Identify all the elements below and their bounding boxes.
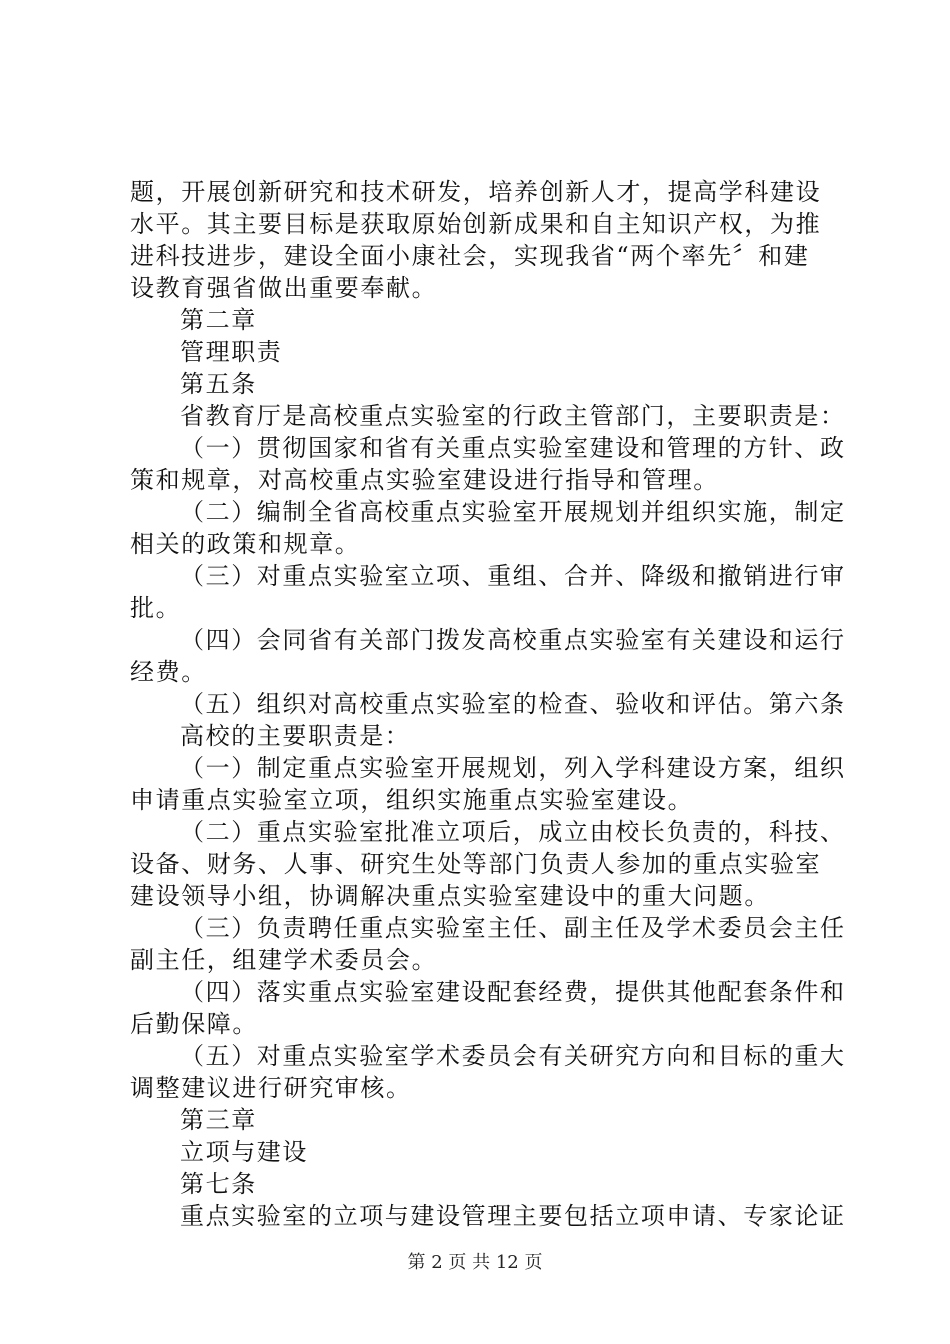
text-line: 题，开展创新研究和技术研发，培养创新人才，提高学科建设 <box>130 178 822 206</box>
text-line: 水平。其主要目标是获取原始创新成果和自主知识产权，为推 <box>130 210 822 238</box>
text-line: 策和规章，对高校重点实验室建设进行指导和管理。 <box>130 466 719 494</box>
text-line: （二）重点实验室批准立项后，成立由校长负责的，科技、 <box>180 818 846 846</box>
chapter-title: 管理职责 <box>180 338 283 366</box>
text-line: （五）对重点实验室学术委员会有关研究方向和目标的重大 <box>180 1042 846 1070</box>
text-line: （三）对重点实验室立项、重组、合并、降级和撤销进行审 <box>180 562 846 590</box>
text-line: 副主任，组建学术委员会。 <box>130 946 438 974</box>
text-line: 省教育厅是高校重点实验室的行政主管部门，主要职责是： <box>180 402 846 430</box>
text-line: （二）编制全省高校重点实验室开展规划并组织实施，制定 <box>180 498 846 526</box>
chapter-heading: 第三章 <box>180 1106 257 1134</box>
chapter-heading: 第二章 <box>180 306 257 334</box>
text-line: 建设领导小组，协调解决重点实验室建设中的重大问题。 <box>130 882 770 910</box>
text-line: （一）贯彻国家和省有关重点实验室建设和管理的方针、政 <box>180 434 846 462</box>
text-line: 高校的主要职责是： <box>180 722 411 750</box>
text-line: 经费。 <box>130 658 207 686</box>
text-line: （四）落实重点实验室建设配套经费，提供其他配套条件和 <box>180 978 846 1006</box>
text-line: （三）负责聘任重点实验室主任、副主任及学术委员会主任 <box>180 914 846 942</box>
text-line: 后勤保障。 <box>130 1010 258 1038</box>
text-line: 调整建议进行研究审核。 <box>130 1074 412 1102</box>
article-heading: 第五条 <box>180 370 257 398</box>
text-line: 相关的政策和规章。 <box>130 530 361 558</box>
text-line: 重点实验室的立项与建设管理主要包括立项申请、专家论证 <box>180 1202 846 1230</box>
text-line: （四）会同省有关部门拨发高校重点实验室有关建设和运行 <box>180 626 846 654</box>
text-line: （五）组织对高校重点实验室的检查、验收和评估。第六条 <box>180 690 846 718</box>
text-line: 设备、财务、人事、研究生处等部门负责人参加的重点实验室 <box>130 850 822 878</box>
text-line: 进科技进步，建设全面小康社会，实现我省“两个率先〞和建 <box>130 242 810 270</box>
text-line: （一）制定重点实验室开展规划，列入学科建设方案，组织 <box>180 754 846 782</box>
text-line: 设教育强省做出重要奉献。 <box>130 274 438 302</box>
chapter-title: 立项与建设 <box>180 1138 308 1166</box>
text-line: 申请重点实验室立项，组织实施重点实验室建设。 <box>130 786 694 814</box>
article-heading: 第七条 <box>180 1170 257 1198</box>
text-line: 批。 <box>130 594 182 622</box>
page-number: 第 2 页 共 12 页 <box>407 1252 543 1273</box>
